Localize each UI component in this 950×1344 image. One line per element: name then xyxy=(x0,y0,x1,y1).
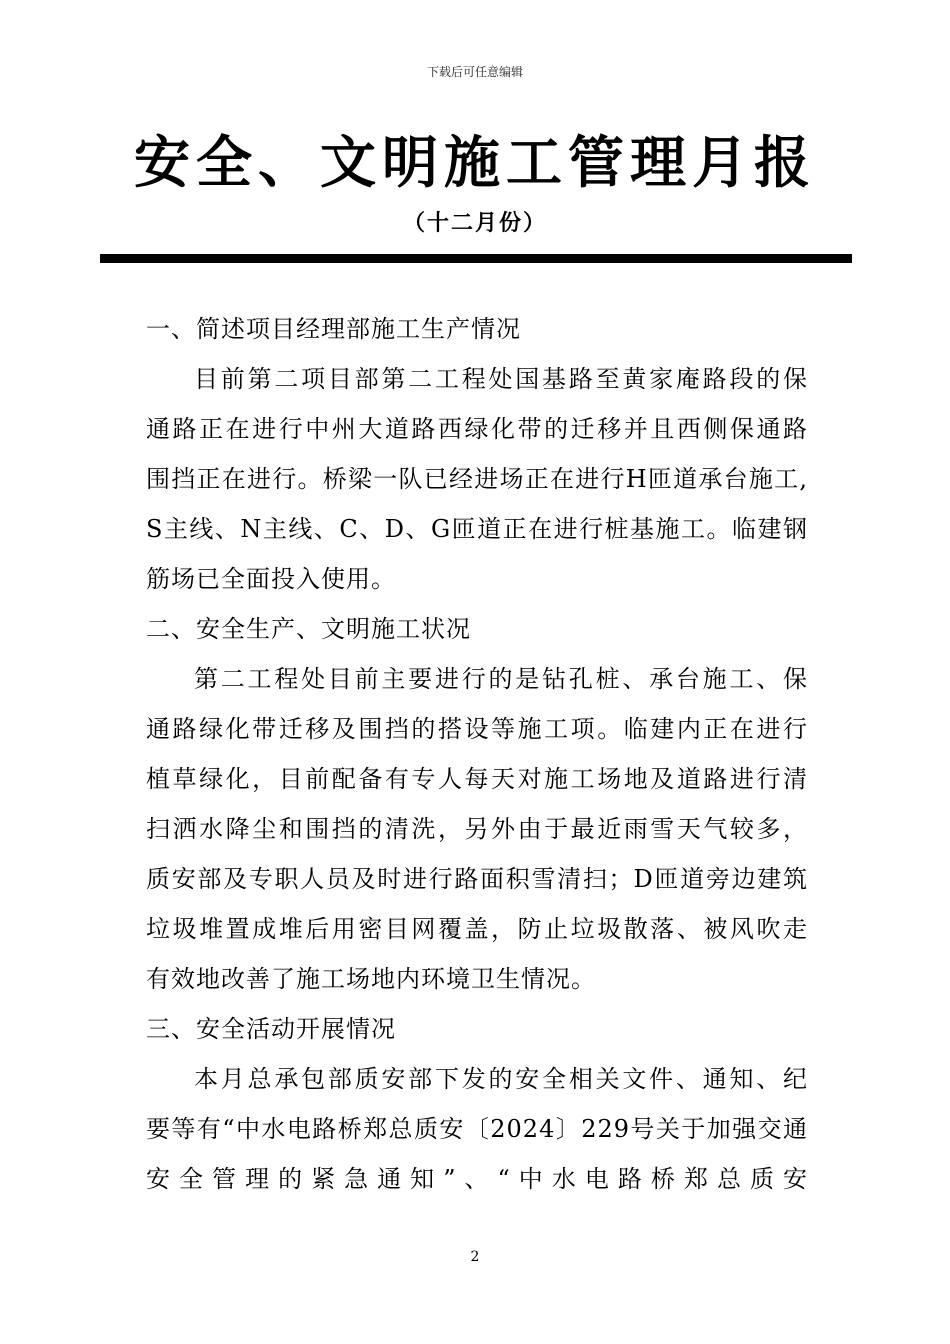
header-note: 下载后可任意编辑 xyxy=(426,65,523,79)
paragraph-line: 扫洒水降尘和围挡的清洗，另外由于最近雨雪天气较多， xyxy=(146,815,808,843)
paragraph-line: 要等有“中水电路桥郑总质安〔2024〕229号关于加强交通 xyxy=(146,1115,808,1143)
document-body xyxy=(146,304,808,1204)
paragraph-line: 本月总承包部质安部下发的安全相关文件、通知、纪 xyxy=(194,1065,808,1093)
paragraph-line: 垃圾堆置成堆后用密目网覆盖，防止垃圾散落、被风吹走 xyxy=(146,915,808,943)
paragraph-line: 通路正在进行中州大道路西绿化带的迁移并且西侧保通路 xyxy=(146,415,808,443)
paragraph-line: 植草绿化，目前配备有专人每天对施工场地及道路进行清 xyxy=(146,765,808,793)
paragraph-line: 安全管理的紧急通知”、“中水电路桥郑总质安 xyxy=(146,1165,808,1193)
title-divider xyxy=(100,254,852,263)
paragraph-line: 第二工程处目前主要进行的是钻孔桩、承台施工、保 xyxy=(194,665,808,693)
paragraph-line: S主线、N主线、C、D、G匝道正在进行桩基施工。临建钢 xyxy=(146,515,808,543)
paragraph-line: 质安部及专职人员及时进行路面积雪清扫；D匝道旁边建筑 xyxy=(146,865,808,893)
section-heading-1: 一、简述项目经理部施工生产情况 xyxy=(146,315,521,343)
document-title: 安全、文明施工管理月报 xyxy=(134,130,816,196)
paragraph-line: 有效地改善了施工场地内环境卫生情况。 xyxy=(146,965,596,993)
paragraph-line: 目前第二项目部第二工程处国基路至黄家庵路段的保 xyxy=(194,365,808,393)
page-number: 2 xyxy=(470,1249,480,1265)
section-heading-2: 二、安全生产、文明施工状况 xyxy=(146,615,471,643)
section-heading-3: 三、安全活动开展情况 xyxy=(146,1015,396,1043)
paragraph-line: 通路绿化带迁移及围挡的搭设等施工项。临建内正在进行 xyxy=(146,715,808,743)
paragraph-line: 围挡正在进行。桥梁一队已经进场正在进行H匝道承台施工, xyxy=(146,465,808,493)
paragraph-line: 筋场已全面投入使用。 xyxy=(146,565,396,593)
document-subtitle: （十二月份） xyxy=(402,210,547,236)
